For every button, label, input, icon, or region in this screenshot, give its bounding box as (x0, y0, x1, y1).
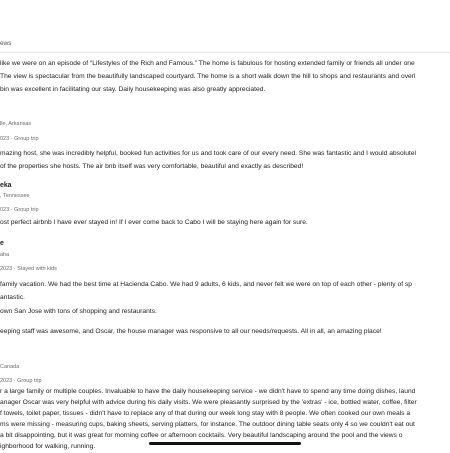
review-text: f towels, toilet paper, tissues - didn't have to replace any of that during our week long stay with 8 people. We often cooked our own meals a (0, 410, 411, 417)
review-text: of the properties she hosts. The air bnb itself was very comfortable, beautiful and exactly as described! (0, 163, 304, 170)
review-meta: 2023 · Stayed with kids (0, 266, 57, 272)
review-text: ighborhood for walking, running. (0, 443, 96, 450)
review-meta: 023 · Group trip (0, 207, 39, 213)
review-text: r a large family or multiple couples. Invaluable to have the daily housekeeping service - we didn't have to spend any time doing dishes, laund (0, 388, 416, 395)
divider (0, 52, 450, 53)
review-text: ms were missing - measuring cups, baking sheets, serving platters, for instance. The outdoor dining table seats only 4 so we couldn't eat out (0, 421, 415, 428)
reviewer-name: e (0, 240, 4, 247)
review-text: a bit disappointing, but it was great for morning coffee or afternoon cocktails. Very beautiful landscaping around the pool and the views o (0, 432, 403, 439)
reviewer-location: aha (0, 252, 10, 258)
reviewer-location: lle, Arkansas (0, 121, 32, 127)
review-text: eeping staff was awesome, and Oscar, the house manager was responsive to all our needs/requests. All in all, an amazing place! (0, 328, 382, 335)
review-text: family vacation. We had the best time at Hacienda Cabo. We had 9 adults, 6 kids, and never felt we were on top of each other - plenty of sp (0, 281, 413, 288)
reviewer-name: eka (0, 182, 12, 189)
home-indicator[interactable] (149, 442, 301, 445)
review-text: antastic. (0, 294, 25, 301)
review-meta: 023 · Group trip (0, 136, 39, 142)
review-text: mazing host, she was incredibly helpful, booked fun activities for us and took care of our every need. She was fantastic and I would absolutel (0, 150, 416, 157)
review-text: anager Oscar was very helpful with advice during his daily visits. We were pleasantly surprised by the 'extras' - ice, bottled water, coffee, filter (0, 399, 417, 406)
review-text: like we were on an episode of “Lifestyles of the Rich and Famous.” The home is fabulous for hosting extended family or friends all under one (0, 60, 415, 67)
review-text: The view is spectacular from the beautifully landscaped courtyard. The home is a short walk down the hill to shops and restaurants and overl (0, 73, 416, 80)
review-text: own San Jose with tons of shopping and restaurants. (0, 308, 157, 315)
review-text: ost perfect airbnb I have ever stayed in! If I ever come back to Cabo I will be staying here again for sure. (0, 219, 308, 226)
review-text: bin was excellent in facilitating our stay. Daily housekeeping was also greatly appreciated. (0, 86, 266, 93)
reviews-header: ews (0, 40, 12, 47)
review-meta: 2023 · Group trip (0, 378, 42, 384)
reviewer-location: Canada (0, 364, 20, 370)
reviewer-location: , Tennessee (0, 193, 30, 199)
